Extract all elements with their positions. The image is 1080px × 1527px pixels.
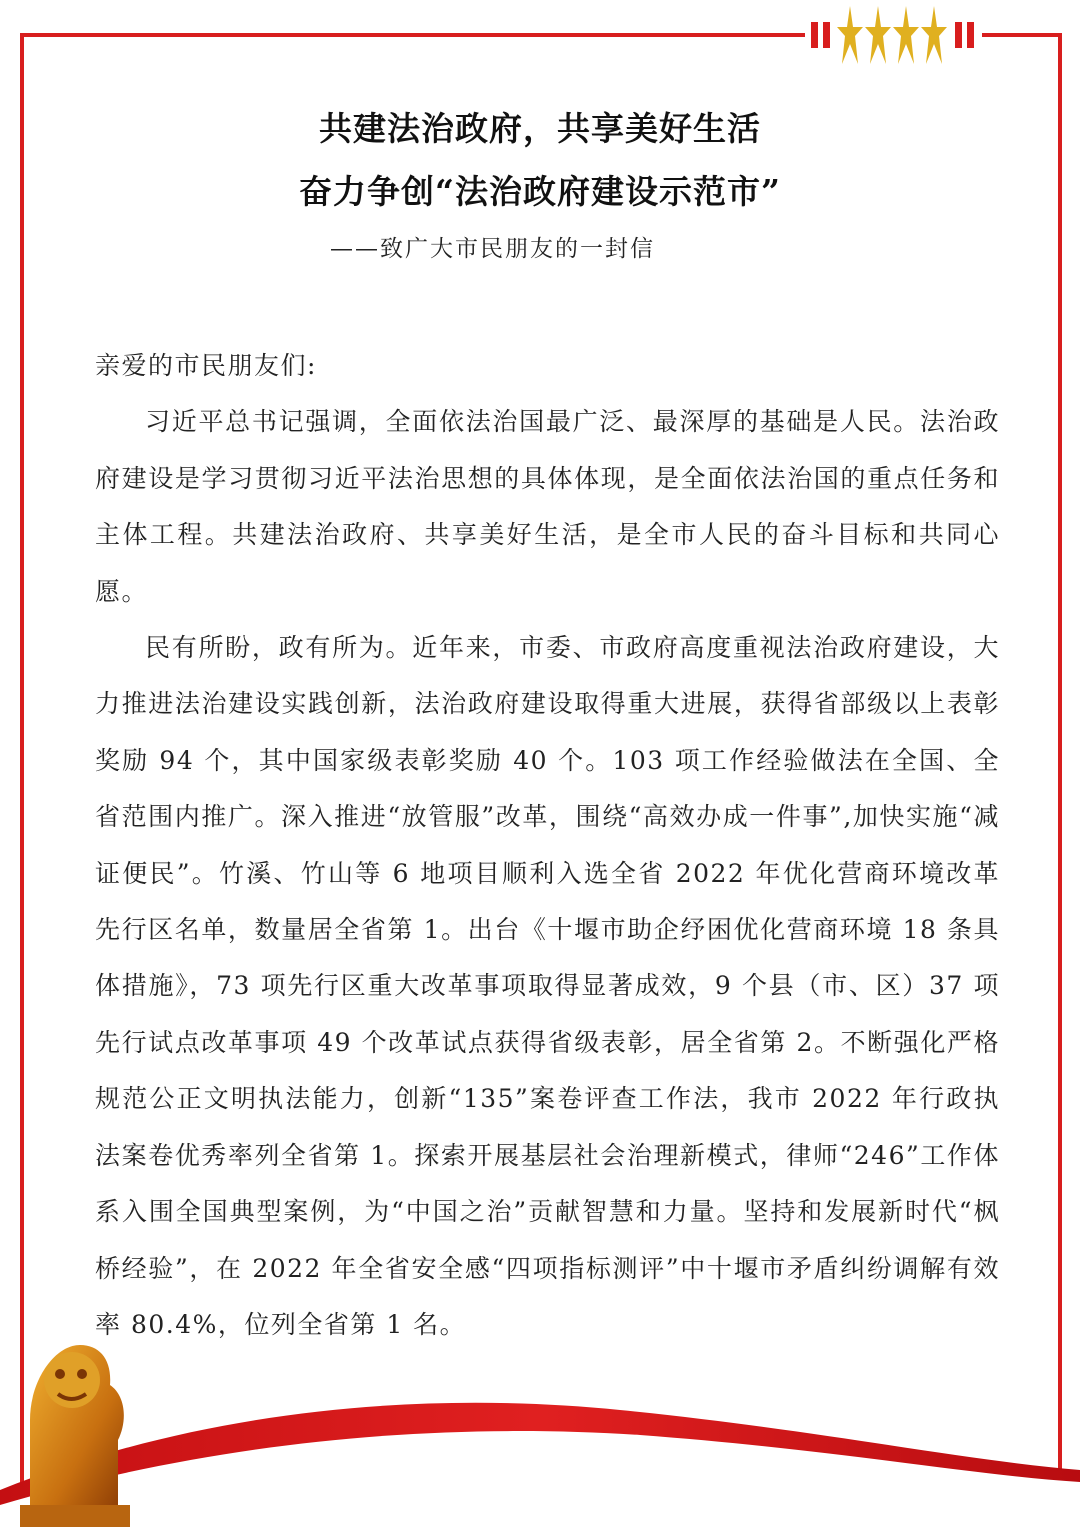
letter-paragraph: 习近平总书记强调，全面依法治国最广泛、最深厚的基础是人民。法治政府建设是学习贯彻习近平法治思想的具体体现，是全面依法治国的重点任务和主体工程。共建法治政府、共享美好生活，是全市人民的奋斗目标和共同心愿。: [95, 407, 1000, 606]
bottom-wave-decoration: [0, 1300, 1080, 1527]
letter-paragraph: 民有所盼，政有所为。近年来，市委、市政府高度重视法治政府建设，大力推进法治建设实践创新，法治政府建设取得重大进展，获得省部级以上表彰奖励 94 个，其中国家级表彰奖励 40 个。103 项工作经验做法在全国、全省范围内推广。深入推进“放管服”改革，围绕“高效办成一件事”,加快实施“减证便民”。竹溪、竹山等 6 地项目顺利入选全省 2022 年优化营商环境改革先行区名单，数量居全省第 1。出台《十堰市助企纾困优化营商环境 18 条具体措施》，73 项先行区重大改革事项取得显著成效，9 个县（市、区）37 项先行试点改革事项 49 个改革试点获得省级表彰，居全省第 2。不断强化严格规范公正文明执法能力，创新“135”案卷评查工作法，我市 2022 年行政执法案卷优秀率列全省第 1。探索开展基层社会治理新模式，律师“246”工作体系入围全国典型案例，为“中国之治”贡献智慧和力量。坚持和发展新时代“枫桥经验”，在 2022 年全省安全感“四项指标测评”中十堰市矛盾纠纷调解有效率 80.4%，位列全省第 1 名。: [95, 633, 1000, 1339]
ornament-bar: [823, 22, 830, 48]
frame-top-right-border: [982, 33, 1062, 37]
star-icon: [893, 6, 919, 64]
ornament-bar: [967, 22, 974, 48]
letter-greeting: 亲爱的市民朋友们:: [95, 351, 317, 380]
star-icon: [865, 6, 891, 64]
letter-title-line2: 奋力争创“法治政府建设示范市”: [299, 172, 781, 211]
star-icon: [837, 6, 863, 64]
letter-title-line1: 共建法治政府，共享美好生活: [319, 109, 761, 148]
frame-left-border: [20, 33, 24, 1513]
frame-right-border: [1058, 33, 1062, 1513]
frame-top-left-border: [20, 33, 805, 37]
stone-lion-icon: [20, 1345, 130, 1527]
letter-body: [95, 338, 1000, 1353]
five-stars-ornament: [805, 0, 982, 70]
ornament-bar: [955, 22, 962, 48]
letter-subtitle: ——致广大市民朋友的一封信: [330, 236, 655, 262]
ornament-bar: [811, 22, 818, 48]
star-icon: [921, 6, 947, 64]
